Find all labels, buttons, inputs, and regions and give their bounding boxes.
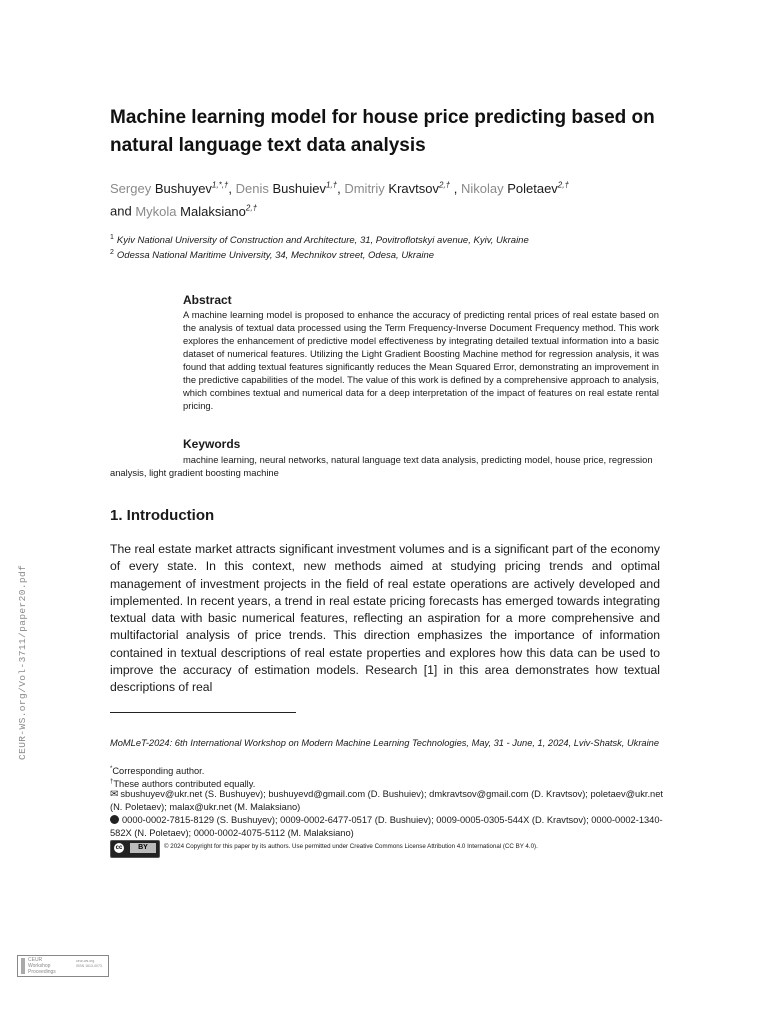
ceur-logo: [17, 955, 109, 977]
section-heading-introduction: 1. Introduction: [110, 507, 215, 524]
ceur-logo-text: CEUR Workshop Proceedings: [28, 957, 56, 975]
author-5: Mykola Malaksiano$^{2,\dagger}$: [135, 203, 258, 219]
introduction-paragraph: The real estate market attracts significant investment volumes and is a significant part of the economy of every state. In this context, new methods aimed at studying pricing trends and optimal management of investment projects in the field of real estate operations are actively developed and implemented. In recent years, a trend in real estate pricing forecasts has emerged towards integrating textual data with basic numerical features, reflecting an aspiration for a more comprehensive and multifactorial analysis of price trends. This direction emphasizes the importance of information contained in textual descriptions of real estate properties and explores how this data can be used to improve the accuracy of estimation models. Research [1] in this area demonstrates how textual descriptions of real: [110, 542, 660, 695]
copyright-notice: © 2024 Copyright for this paper by its authors. Use permitted under Creative Commons License Attribution 4.0 International (CC BY 4.0).: [164, 843, 538, 850]
abstract-heading: Abstract: [183, 293, 232, 307]
affiliation-2: $^2$ Odessa National Maritime University, 34, Mechnikov street, Odesa, Ukraine: [110, 249, 435, 262]
ceur-logo-issn: ceur-ws.org ISSN 1613-0073: [76, 959, 102, 968]
envelope-icon: ✉: [110, 789, 119, 800]
orcid-icon: [110, 815, 119, 824]
abstract-text: A machine learning model is proposed to enhance the accuracy of predicting rental prices of real estate based on the analysis of textual data processed using the Term Frequency-Inverse Document Frequency method. This work explores the enhancement of predictive model effectiveness by integrating detailed textual information into a basic dataset of numerical features. Utilizing the Light Gradient Boosting Machine method for regression analysis, it was found that adding textual features significantly reduces the Mean Squared Error, demonstrating an improvement in the predictive capabilities of the model. The value of this work is defined by a comprehensive approach to analysis, which combines textual and numerical data for a deep interpretation of the impact of features on real estate rental pricing.: [183, 309, 659, 411]
keywords-text: machine learning, neural networks, natural language text data analysis, predicting model, house price, regression analysis, light gradient boosting machine: [110, 454, 653, 478]
author-4: Nikolay Poletaev$^{2,\dagger}$: [460, 181, 569, 197]
cc-by-license-badge: [110, 840, 160, 858]
ceur-logo-mark: [21, 958, 25, 974]
keywords-heading: Keywords: [183, 437, 241, 451]
author-list: [110, 176, 670, 221]
affiliation-1: $^1$ Kyiv National University of Construction and Architecture, 31, Povitroflotskyi avenue, Kyiv, Ukraine: [110, 234, 529, 247]
author-1: Sergey Bushuyev$^{1,*,\dagger}$,: [110, 181, 236, 197]
footnote-emails: ✉ sbushuyev@ukr.net (S. Bushuyev); bushuyevd@gmail.com (D. Bushuiev); dmkravtsov@gmail.com (D. Kravtsov); poletaev@ukr.net (N. Poletaev); malax@ukr.net (M. Malaksiano): [110, 789, 663, 812]
paper-title: Machine learning model for house price predicting based on natural language text data analysis: [110, 107, 655, 156]
footnote-orcids: 0000-0002-7815-8129 (S. Bushuyev); 0009-0002-6477-0517 (D. Bushuiev); 0009-0005-0305-544X (D. Kravtsov); 0000-0002-1340-582X (N. Poletaev); 0000-0002-4075-5112 (M. Malaksiano): [110, 815, 663, 838]
footnote-equal: †These authors contributed equally.: [110, 779, 256, 790]
author-3: Dmitriy Kravtsov$^{2,\dagger}$ ,: [344, 181, 461, 197]
footnote-conference: MoMLeT-2024: 6th International Workshop on Modern Machine Learning Technologies, May, 31 - June, 1, 2024, Lviv-Shatsk, Ukraine: [110, 738, 659, 748]
and-word: and: [110, 203, 132, 219]
cc-icon: cc: [115, 845, 123, 851]
footnote-corresponding: *Corresponding author.: [110, 766, 205, 777]
footnote-divider: [110, 712, 296, 713]
by-icon: BY: [130, 843, 156, 853]
side-url-watermark: CEUR-WS.org/Vol-3711/paper20.pdf: [17, 564, 28, 760]
author-2: Denis Bushuiev$^{1,\dagger}$,: [235, 181, 345, 197]
